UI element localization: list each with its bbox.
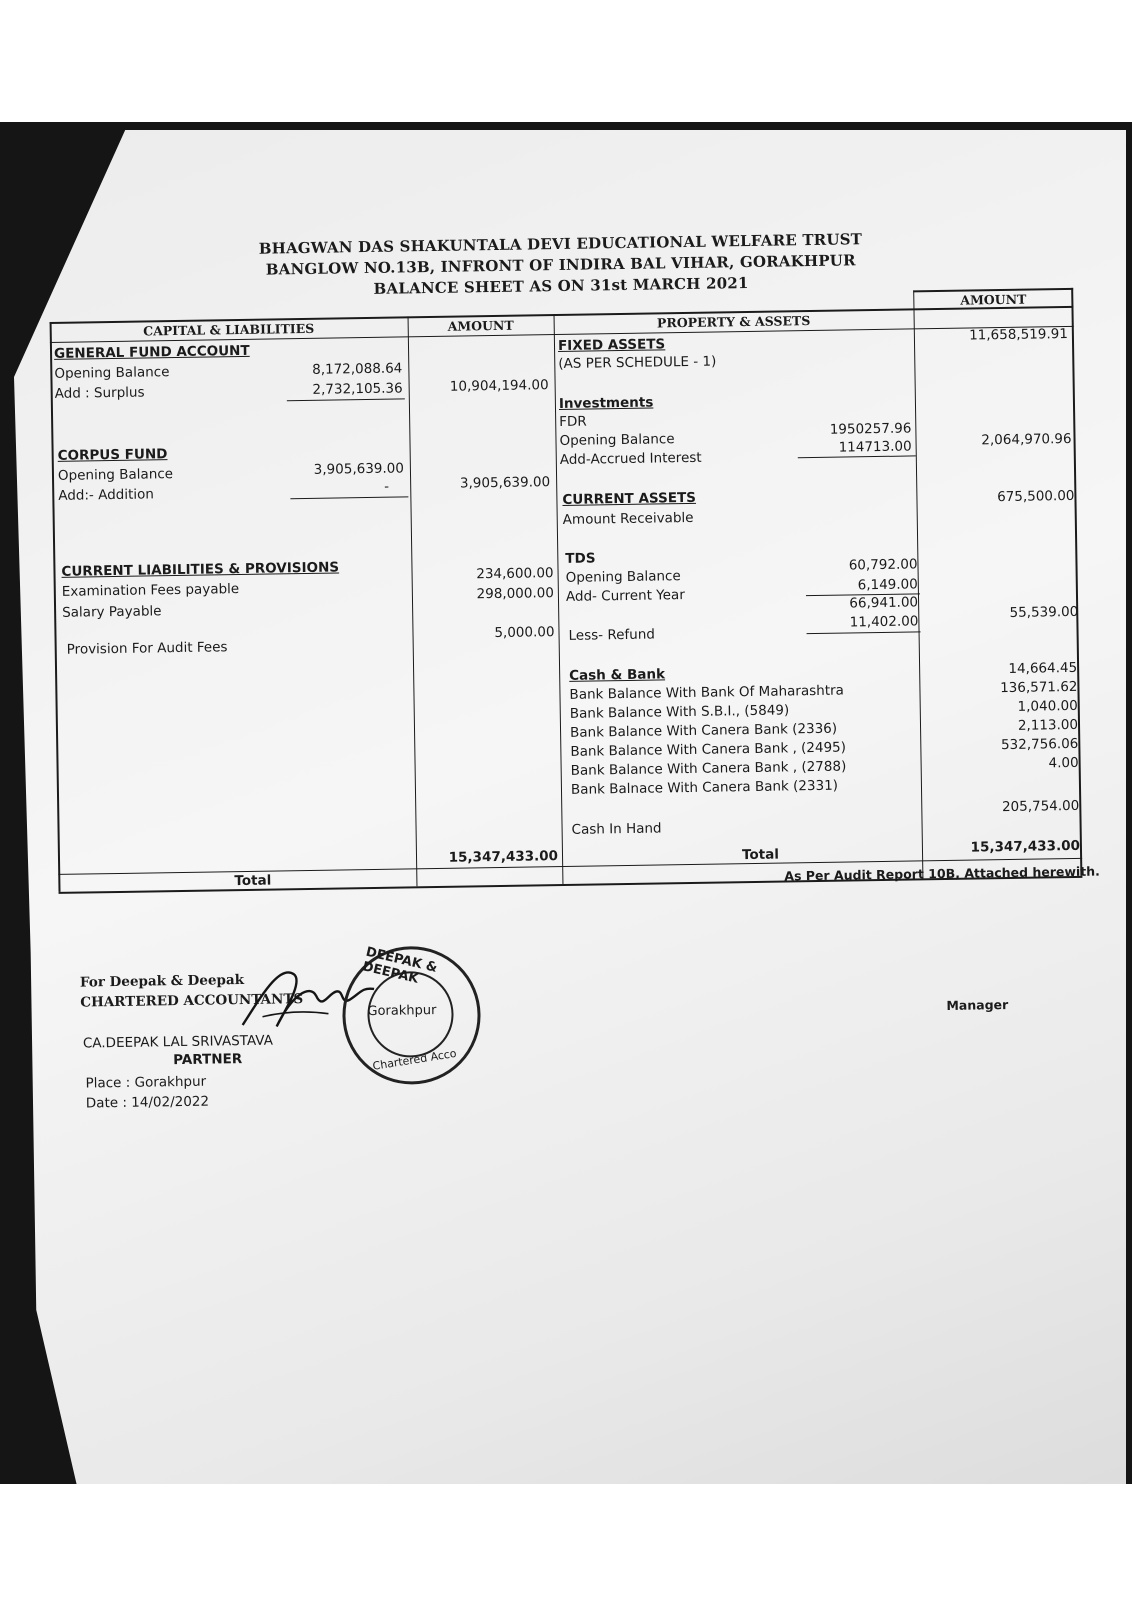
manager-label: Manager — [946, 997, 1009, 1013]
fixed-assets-value: 11,658,519.91 — [969, 325, 1069, 344]
tds-total: 55,539.00 — [1009, 603, 1079, 621]
liabilities-total-label: Total — [234, 872, 272, 890]
table-right-border — [1071, 288, 1082, 876]
cf-underline — [290, 496, 408, 499]
assets-total-value: 15,347,433.00 — [970, 837, 1081, 856]
tds-opening-label: Opening Balance — [565, 568, 681, 586]
salary-label: Salary Payable — [62, 603, 162, 621]
tds-refund-value: 11,402.00 — [849, 613, 919, 631]
seal-bottom-text: Chartered Acco — [371, 1046, 458, 1073]
receivable-value: 675,500.00 — [997, 487, 1075, 506]
receivable-label: Amount Receivable — [562, 509, 694, 528]
firm-title: CHARTERED ACCOUNTANTS — [80, 991, 304, 1011]
cash-bank-heading: Cash & Bank — [569, 666, 666, 684]
partner-role: PARTNER — [173, 1051, 243, 1069]
cf-opening-value: 3,905,639.00 — [313, 460, 405, 478]
gf-surplus-label: Add : Surplus — [54, 384, 145, 402]
bank-label-3: Bank Balance With Canera Bank (2336) — [569, 720, 838, 741]
firm-name: For Deepak & Deepak — [79, 972, 245, 991]
header-amount-right: AMOUNT — [960, 291, 1027, 308]
current-liabilities-heading: CURRENT LIABILITIES & PROVISIONS — [61, 559, 340, 580]
seal-top-text: DEEPAK & DEEPAK — [360, 944, 439, 987]
bank-value-2: 136,571.62 — [1000, 678, 1078, 697]
audit-note: As Per Audit Report 10B, Attached herewith. — [784, 863, 1100, 884]
bank-label-1: Bank Balance With Bank Of Maharashtra — [569, 682, 845, 703]
cash-in-hand-label: Cash In Hand — [571, 820, 662, 838]
fdr-opening-value: 1950257.96 — [829, 420, 912, 438]
fixed-assets-heading: FIXED ASSETS — [557, 336, 666, 354]
cash-in-hand-value: 205,754.00 — [1001, 797, 1080, 816]
table-left-border — [50, 322, 61, 892]
trust-address: BANGLOW NO.13B, INFRONT OF INDIRA BAL VIHAR, GORAKHPUR — [265, 251, 856, 279]
audit-fees-value: 5,000.00 — [494, 624, 555, 642]
general-fund-heading: GENERAL FUND ACCOUNT — [53, 342, 250, 362]
date: Date : 14/02/2022 — [85, 1093, 210, 1112]
cf-total: 3,905,639.00 — [459, 474, 551, 492]
cf-addition-label: Add:- Addition — [58, 486, 155, 504]
audit-fees-label: Provision For Audit Fees — [66, 639, 228, 658]
current-assets-heading: CURRENT ASSETS — [562, 489, 697, 508]
sheet-title: BALANCE SHEET AS ON 31st MARCH 2021 — [373, 274, 749, 298]
corpus-fund-heading: CORPUS FUND — [57, 446, 168, 464]
partner-name: CA.DEEPAK LAL SRIVASTAVA — [82, 1032, 274, 1052]
cf-opening-label: Opening Balance — [57, 466, 174, 484]
header-property-assets: PROPERTY & ASSETS — [656, 313, 811, 331]
firm-seal — [341, 945, 481, 1085]
bank-label-2: Bank Balance With S.B.I., (5849) — [569, 702, 790, 722]
tds-subtotal: 66,941.00 — [849, 594, 919, 612]
liabilities-total-value: 15,347,433.00 — [448, 848, 559, 866]
bank-label-5: Bank Balance With Canera Bank , (2788) — [570, 758, 847, 779]
tds-opening-value: 60,792.00 — [848, 556, 918, 574]
column-divider-1 — [408, 316, 418, 886]
fdr-interest-value: 114713.00 — [838, 438, 912, 456]
trust-name: BHAGWAN DAS SHAKUNTALA DEVI EDUCATIONAL WELFARE TRUST — [258, 230, 863, 258]
cf-addition-value: - — [384, 478, 390, 495]
tds-heading: TDS — [565, 550, 596, 567]
investments-total: 2,064,970.96 — [981, 430, 1072, 449]
bank-label-6: Bank Balnace With Canera Bank (2331) — [570, 777, 839, 798]
bank-label-4: Bank Balance With Canera Bank , (2495) — [570, 739, 847, 760]
gf-opening-label: Opening Balance — [54, 364, 170, 382]
seal-center-text: Gorakhpur — [367, 1002, 437, 1020]
bank-value-1: 14,664.45 — [1008, 659, 1078, 677]
exam-fees-value: 234,600.00 — [476, 565, 554, 583]
place: Place : Gorakhpur — [85, 1073, 207, 1092]
bank-value-3: 1,040.00 — [1017, 697, 1078, 715]
gf-surplus-value: 2,732,105.36 — [312, 380, 403, 398]
tds-underline-2 — [807, 631, 921, 634]
header-capital-liabilities: CAPITAL & LIABILITIES — [143, 320, 315, 339]
assets-total-label: Total — [741, 846, 780, 864]
exam-fees-label: Examination Fees payable — [61, 581, 240, 600]
gf-total: 10,904,194.00 — [449, 377, 549, 395]
fixed-assets-note: (AS PER SCHEDULE - 1) — [558, 353, 717, 372]
tds-current-label: Add- Current Year — [565, 587, 685, 605]
gf-opening-value: 8,172,088.64 — [312, 360, 403, 378]
fdr-interest-label: Add-Accrued Interest — [559, 449, 702, 468]
header-amount-left: AMOUNT — [447, 317, 514, 334]
investments-heading: Investments — [558, 394, 654, 412]
salary-value: 298,000.00 — [476, 585, 555, 603]
fdr-opening-label: Opening Balance — [559, 431, 675, 449]
fdr-label: FDR — [559, 413, 587, 430]
tds-current-value: 6,149.00 — [857, 576, 918, 594]
gf-underline — [287, 398, 405, 401]
tds-refund-label: Less- Refund — [568, 626, 656, 644]
bank-value-4: 2,113.00 — [1017, 716, 1079, 734]
bank-value-6: 4.00 — [1048, 754, 1079, 772]
bank-value-5: 532,756.06 — [1000, 735, 1079, 754]
